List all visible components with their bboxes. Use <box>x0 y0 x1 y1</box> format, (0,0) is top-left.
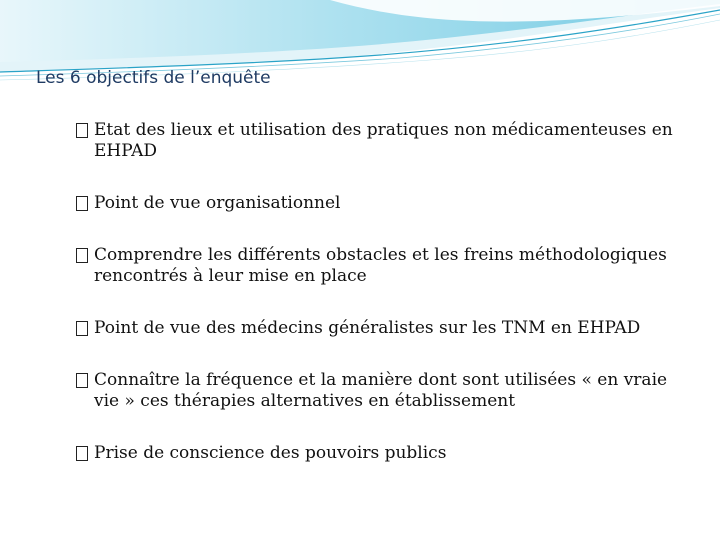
bullet-text: Comprendre les différents obstacles et les freins méthodologiques rencontrés à leur mise en place <box>94 245 667 286</box>
objectives-list <box>76 120 686 495</box>
square-bullet-icon <box>76 196 88 211</box>
square-bullet-icon <box>76 123 88 138</box>
square-bullet-icon <box>76 373 88 388</box>
bullet-text: Connaître la fréquence et la manière dont sont utilisées « en vraie vie » ces thérapies alternatives en établissement <box>94 370 668 411</box>
square-bullet-icon <box>76 321 88 336</box>
bullet-text: Etat des lieux et utilisation des pratiques non médicamenteuses en EHPAD <box>94 120 673 161</box>
square-bullet-icon <box>76 248 88 263</box>
bullet-text: Point de vue des médecins généralistes sur les TNM en EHPAD <box>94 318 641 338</box>
list-item <box>76 443 686 464</box>
square-bullet-icon <box>76 446 88 461</box>
list-item <box>76 120 686 162</box>
bullet-text: Point de vue organisationnel <box>94 193 341 213</box>
bullet-text: Prise de conscience des pouvoirs publics <box>94 443 447 463</box>
list-item <box>76 318 686 339</box>
list-item <box>76 370 686 412</box>
list-item <box>76 193 686 214</box>
list-item <box>76 245 686 287</box>
slide-title: Les 6 objectifs de l’enquête <box>36 68 271 88</box>
